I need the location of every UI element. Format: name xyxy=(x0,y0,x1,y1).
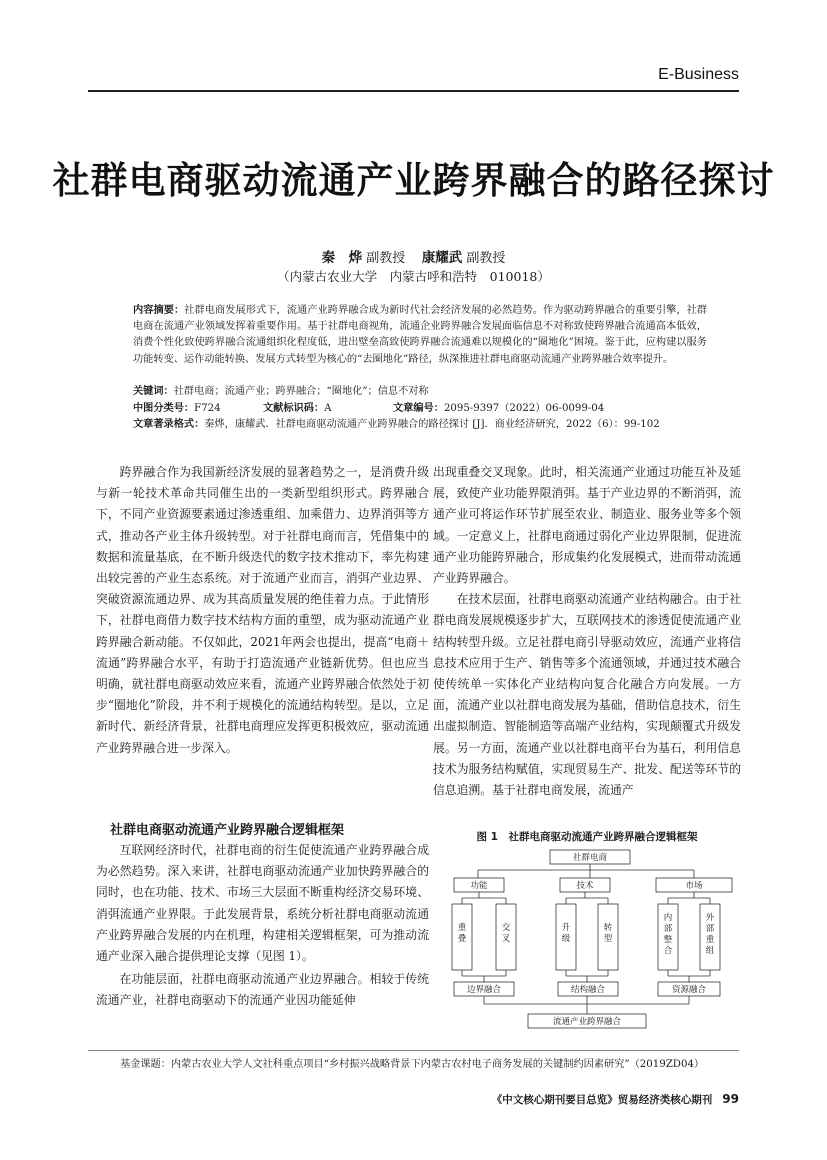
column-right xyxy=(433,462,741,801)
label-resource: 资源融合 xyxy=(671,985,707,995)
framework-diagram xyxy=(440,846,740,1036)
paragraph: 出现重叠交叉现象。此时，相关流通产业通过功能互补及延展，致使产业功能界限消弭。基于产业边界的不断消弭，流通产业可将运作环节扩展至农业、制造业、服务业等多个领域。一定意义上，社群电商通过弱化产业边界限制，促进流通产业功能跨界融合，形成集约化发展模式，进而带动流通产业跨界融合。 xyxy=(433,465,741,586)
author-1: 秦 烨 xyxy=(321,250,363,266)
journal-note: 《中文核心期刊要目总览》贸易经济类核心期刊 xyxy=(491,1094,713,1106)
page-footer xyxy=(492,1092,739,1107)
label-root: 社群电商 xyxy=(572,853,608,863)
keywords-text: 社群电商；流通产业；跨界融合；“圈地化”；信息不对称 xyxy=(173,386,429,397)
label-market: 市场 xyxy=(685,881,703,891)
funding-note: 基金课题：内蒙古农业大学人文社科重点项目“乡村振兴战略背景下内蒙古农村电子商务发展的关键制约因素研究”（2019ZD04） xyxy=(120,1059,705,1070)
affiliation: （内蒙古农业大学 内蒙古呼和浩特 010018） xyxy=(277,269,550,284)
clc-value: F724 xyxy=(194,403,221,414)
citation-label: 文章著录格式： xyxy=(133,419,205,430)
paragraph: 跨界融合作为我国新经济发展的显著趋势之一，是消费升级与新一轮技术革命共同催生出的一类新型组织形式。跨界融合下，不同产业资源要素通过渗透重组、加乘借力、边界消弭等方式，推动各产业主体升级转型。对于社群电商而言，凭借集中的数据和流量基底，在不断升级迭代的数字技术推动下，率先构建出较完善的产业生态系统。对于流通产业而言，消弭产业边界、突破资源流通边界、成为其高质量发展的绝佳着力点。于此情形下，社群电商借力数字技术结构方面的重塑，成为驱动流通产业跨界融合新动能。不仅如此，2021年两会也提出，提高“电商＋流通”跨界融合水平，有助于打造流通产业链新优势。但也应当明确，就社群电商驱动效应来看，流通产业跨界融合依然处于初步“圈地化”阶段，并不利于规模化的流通结构转型。是以，立足新时代、新经济背景，社群电商理应发挥更积极效应，驱动流通产业跨界融合进一步深入。 xyxy=(96,465,429,755)
footnote-rule xyxy=(88,1050,739,1051)
paragraph: 在技术层面，社群电商驱动流通产业结构融合。由于社群电商发展规模逐步扩大，互联网技术的渗透促使流通产业结构转型升级。立足社群电商引导驱动效应，流通产业将信息技术应用于生产、销售等多个流通领域，并通过技术融合使传统单一实体化产业结构向复合化融合方向发展。一方面，流通产业以社群电商发展为基础，借助信息技术，衍生出虚拟制造、智能制造等高端产业结构，实现颠覆式升级发展。另一方面，流通产业以社群电商平台为基石，利用信息技术为服务结构赋值，实现贸易生产、批发、配送等环节的信息追溯。基于社群电商发展，流通产 xyxy=(433,592,741,798)
section-heading: 社群电商驱动流通产业跨界融合逻辑框架 xyxy=(110,823,345,838)
author-2-title: 副教授 xyxy=(466,251,506,266)
column-left-bottom xyxy=(96,840,429,1012)
label-function: 功能 xyxy=(470,881,488,891)
author-1-title: 副教授 xyxy=(366,251,406,266)
label-boundary: 边界融合 xyxy=(466,985,502,995)
label-bottom: 流通产业跨界融合 xyxy=(552,1017,622,1027)
label-internal: 内部整合 xyxy=(663,913,673,956)
author-line xyxy=(0,246,827,266)
paragraph: 互联网经济时代，社群电商的衍生促使流通产业跨界融合成为必然趋势。深入来讲，社群电商驱动流通产业加快跨界融合的同时，也在功能、技术、市场三大层面不断重构经济交易环境、消弭流通产业界限。于此发展背景，系统分析社群电商驱动流通产业跨界融合发展的内在机理，构建相关逻辑框架，可为推动流通产业深入融合提供理论支撑（见图 1）。 xyxy=(96,843,429,964)
citation-text: 秦烨，康耀武．社群电商驱动流通产业跨界融合的路径探讨 [J]．商业经济研究，2022（6）：99-102 xyxy=(204,419,660,430)
art-label: 文章编号： xyxy=(393,403,444,414)
label-upgrade: 升级 xyxy=(561,923,571,944)
art-value: 2095-9397（2022）06-0099-04 xyxy=(443,403,605,414)
label-cross: 交叉 xyxy=(501,923,511,944)
paragraph: 在功能层面，社群电商驱动流通产业边界融合。相较于传统流通产业，社群电商驱动下的流通产业因功能延伸 xyxy=(96,972,429,1008)
label-external: 外部重组 xyxy=(705,913,715,956)
abstract-text: 社群电商发展形式下，流通产业跨界融合成为新时代社会经济发展的必然趋势。作为驱动跨界融合的重要引擎，社群电商在流通产业领域发挥着重要作用。基于社群电商视角，流通企业跨界融合发展面临信息不对称致使跨界融合流通高本低效，消费个性化致使跨界融合流通组织化程度低，进出壁垒高致使跨界融合流通难以规模化的“圈地化”困境。鉴于此，应构建以服务功能转变、运作动能转换、发展方式转型为核心的“去圈地化”路径，纵深推进社群电商驱动流通产业跨界融合效率提升。 xyxy=(133,305,708,365)
abstract-label: 内容摘要： xyxy=(133,305,185,316)
section-label: E-Business xyxy=(658,66,739,83)
article-meta xyxy=(133,401,707,417)
clc-label: 中图分类号： xyxy=(133,403,195,414)
page-number: 99 xyxy=(722,1092,739,1106)
doc-value: A xyxy=(324,403,332,414)
label-overlap: 重叠 xyxy=(457,923,467,944)
doc-label: 文献标识码： xyxy=(263,403,325,414)
label-structure: 结构融合 xyxy=(570,985,606,995)
abstract xyxy=(133,303,707,368)
keywords xyxy=(133,384,707,400)
figure-caption: 图 1 社群电商驱动流通产业跨界融合逻辑框架 xyxy=(476,831,698,843)
header-rule xyxy=(88,90,739,92)
author-2: 康耀武 xyxy=(421,250,463,266)
citation xyxy=(133,417,707,433)
label-transform: 转型 xyxy=(603,923,613,944)
column-left-top xyxy=(96,462,429,759)
keywords-label: 关键词： xyxy=(133,386,174,397)
label-technology: 技术 xyxy=(576,881,594,891)
article-title: 社群电商驱动流通产业跨界融合的路径探讨 xyxy=(52,158,775,202)
